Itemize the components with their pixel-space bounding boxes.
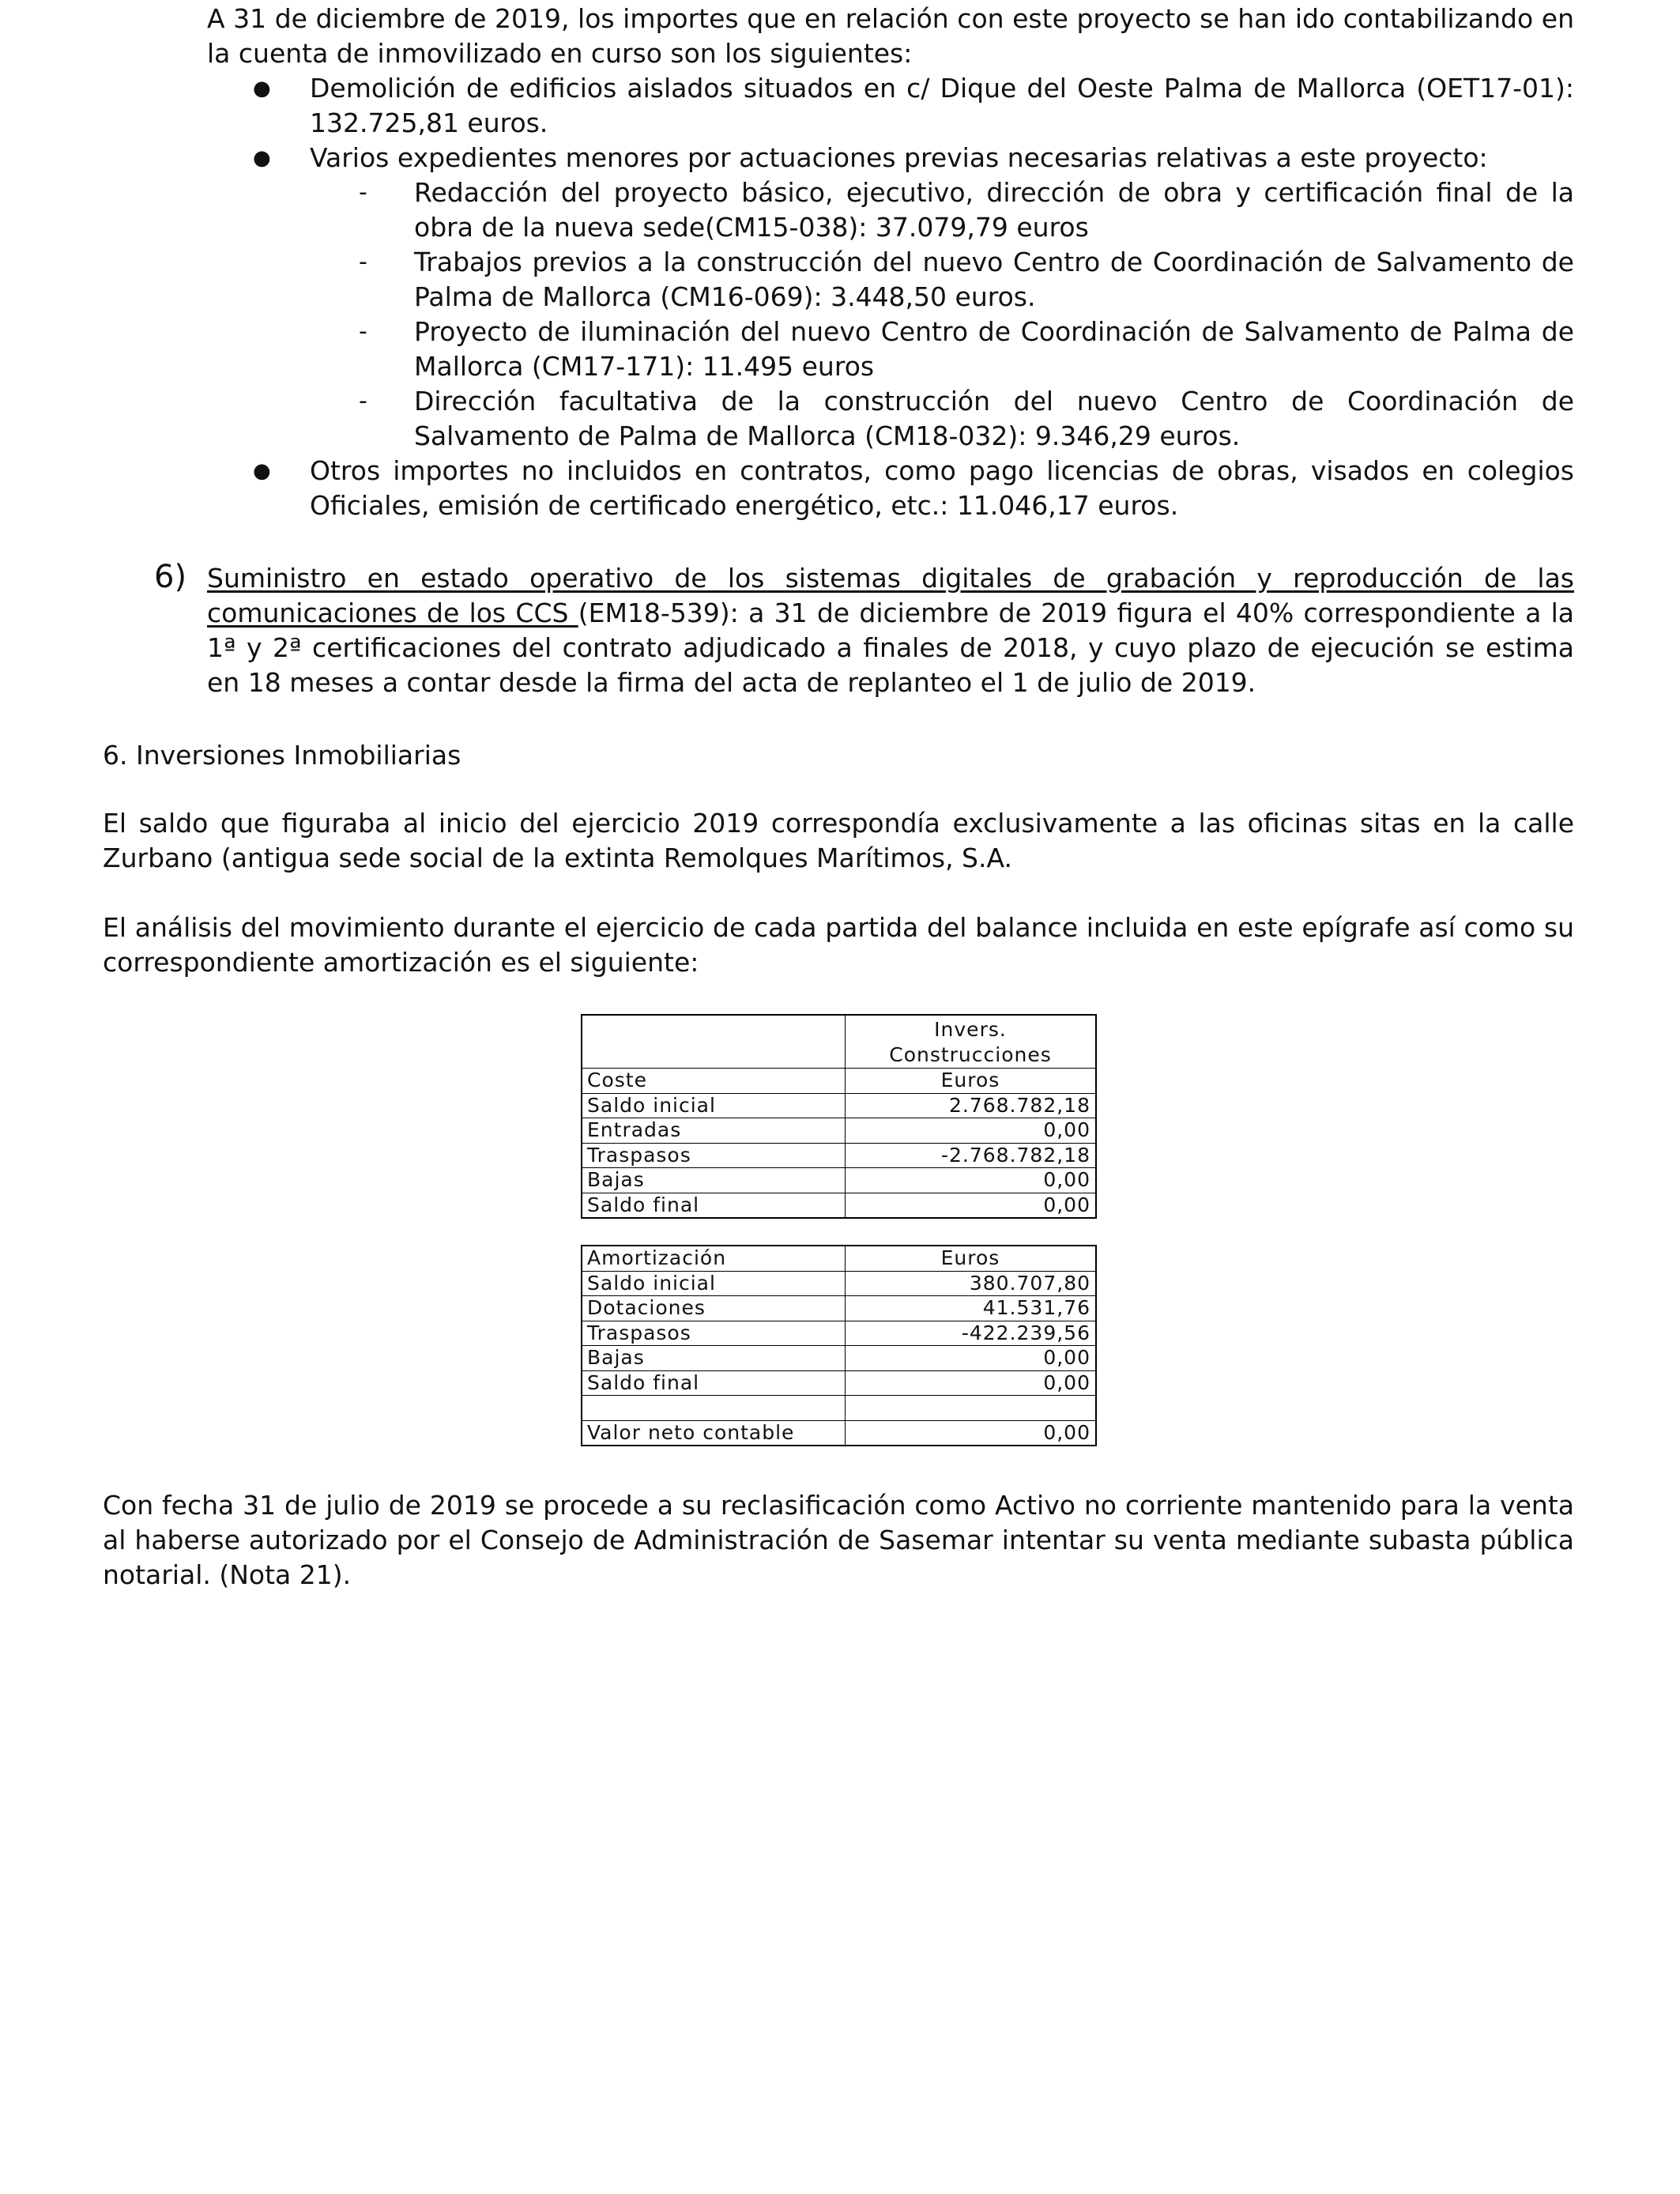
row-value: 0,00 xyxy=(846,1118,1097,1144)
paragraph-saldo: El saldo que figuraba al inicio del ejercicio 2019 correspondía exclusivamente a las oficinas sitas en la calle Zurbano (antigua sede social de la extinta Remolques Marítimos, S.A. xyxy=(103,808,1574,873)
bullet-text: Varios expedientes menores por actuaciones previas necesarias relativas a este proyecto: xyxy=(310,142,1488,173)
dash-icon: - xyxy=(359,248,367,276)
sub-item xyxy=(207,245,1574,315)
cost-table xyxy=(581,1014,1097,1219)
bullet-item xyxy=(207,454,1574,523)
bullet-text: Otros importes no incluidos en contratos, como pago licencias de obras, visados en colegios Oficiales, emisión de certificado energético, etc.: 11.046,17 euros. xyxy=(310,455,1574,521)
sub-item-text: Dirección facultativa de la construcción del nuevo Centro de Coordinación de Salvamento de Palma de Mallorca (CM18-032): 9.346,29 euros. xyxy=(414,386,1574,451)
table-row xyxy=(582,1193,1096,1218)
bullet-text: Demolición de edificios aislados situados en c/ Dique del Oeste Palma de Mallorca (OET17-01): 132.725,81 euros. xyxy=(310,73,1574,138)
empty-cell xyxy=(582,1396,846,1421)
item-underlined-title: Suministro en estado operativo de los sistemas digitales de grabación y reproducción de las comunicaciones de los CCS xyxy=(207,563,1574,628)
dash-icon: - xyxy=(359,387,367,415)
row-label: Saldo inicial xyxy=(582,1093,846,1118)
table-row xyxy=(582,1093,1096,1118)
paragraph-analisis: El análisis del movimiento durante el ejercicio de cada partida del balance incluida en este epígrafe así como su correspondiente amortización es el siguiente: xyxy=(103,912,1574,978)
table-row xyxy=(582,1271,1096,1296)
net-label: Valor neto contable xyxy=(582,1420,846,1446)
bullet-icon: ● xyxy=(253,459,271,483)
table-row xyxy=(582,1143,1096,1168)
bullet-item xyxy=(207,141,1574,175)
paragraph-reclasificacion: Con fecha 31 de julio de 2019 se procede a su reclasificación como Activo no corriente mantenido para la venta al haberse autorizado por el Consejo de Administración de Sasemar intentar su venta mediante subasta pública notarial. (Nota 21). xyxy=(103,1490,1574,1590)
table-header-blank xyxy=(582,1015,846,1069)
table-unit-header: Euros xyxy=(846,1069,1097,1094)
amortization-table xyxy=(581,1245,1097,1446)
dash-icon: - xyxy=(359,179,367,206)
row-value: 2.768.782,18 xyxy=(846,1093,1097,1118)
row-label: Traspasos xyxy=(582,1143,846,1168)
item-text xyxy=(207,561,1574,700)
sub-item xyxy=(207,384,1574,454)
row-label: Saldo final xyxy=(582,1193,846,1218)
sub-item xyxy=(207,315,1574,384)
dash-icon: - xyxy=(359,318,367,345)
table-row xyxy=(582,1370,1096,1396)
table-row-net xyxy=(582,1420,1096,1446)
item-rest-text: (EM18-539): a 31 de diciembre de 2019 figura el 40% correspondiente a la 1ª y 2ª certificaciones del contrato adjudicado a finales de 2018, y cuyo plazo de ejecución se estima en 18 meses a contar desde la firma del acta de replanteo el 1 de julio de 2019. xyxy=(207,598,1574,698)
row-label: Dotaciones xyxy=(582,1296,846,1321)
row-value: 0,00 xyxy=(846,1168,1097,1193)
bullet-icon: ● xyxy=(253,77,271,100)
item-number: 6) xyxy=(154,559,187,595)
header-line-1: Invers. xyxy=(934,1018,1007,1041)
sub-item-text: Proyecto de iluminación del nuevo Centro de Coordinación de Salvamento de Palma de Mallorca (CM17-171): 11.495 euros xyxy=(414,316,1574,382)
table-row xyxy=(582,1346,1096,1371)
sub-item xyxy=(207,175,1574,245)
row-value: -2.768.782,18 xyxy=(846,1143,1097,1168)
row-label: Saldo final xyxy=(582,1370,846,1396)
bullet-icon: ● xyxy=(253,146,271,170)
table-row xyxy=(582,1321,1096,1346)
empty-cell xyxy=(846,1396,1097,1421)
row-value: 0,00 xyxy=(846,1193,1097,1218)
row-label: Entradas xyxy=(582,1118,846,1144)
table-header xyxy=(846,1015,1097,1069)
intro-paragraph: A 31 de diciembre de 2019, los importes que en relación con este proyecto se han ido contabilizando en la cuenta de inmovilizado en curso son los siguientes: xyxy=(207,3,1574,69)
table-unit-header: Euros xyxy=(846,1246,1097,1271)
bullet-item xyxy=(207,71,1574,141)
row-label: Saldo inicial xyxy=(582,1271,846,1296)
net-value: 0,00 xyxy=(846,1420,1097,1446)
row-value: 0,00 xyxy=(846,1346,1097,1371)
sub-item-text: Trabajos previos a la construcción del nuevo Centro de Coordinación de Salvamento de Palma de Mallorca (CM16-069): 3.448,50 euros. xyxy=(414,247,1574,312)
row-label: Traspasos xyxy=(582,1321,846,1346)
row-value: 0,00 xyxy=(846,1370,1097,1396)
row-value: -422.239,56 xyxy=(846,1321,1097,1346)
row-value: 380.707,80 xyxy=(846,1271,1097,1296)
numbered-item-6 xyxy=(154,561,1574,700)
table-row-empty xyxy=(582,1396,1096,1421)
row-value: 41.531,76 xyxy=(846,1296,1097,1321)
section-title: 6. Inversiones Inmobiliarias xyxy=(103,740,461,771)
table-label-header: Amortización xyxy=(582,1246,846,1271)
table-row xyxy=(582,1168,1096,1193)
row-label: Bajas xyxy=(582,1346,846,1371)
table-row xyxy=(582,1118,1096,1144)
header-line-2: Construcciones xyxy=(889,1043,1052,1066)
table-row xyxy=(582,1296,1096,1321)
table-label-header: Coste xyxy=(582,1069,846,1094)
sub-item-text: Redacción del proyecto básico, ejecutivo, dirección de obra y certificación final de la obra de la nueva sede(CM15-038): 37.079,79 euros xyxy=(414,177,1574,243)
row-label: Bajas xyxy=(582,1168,846,1193)
